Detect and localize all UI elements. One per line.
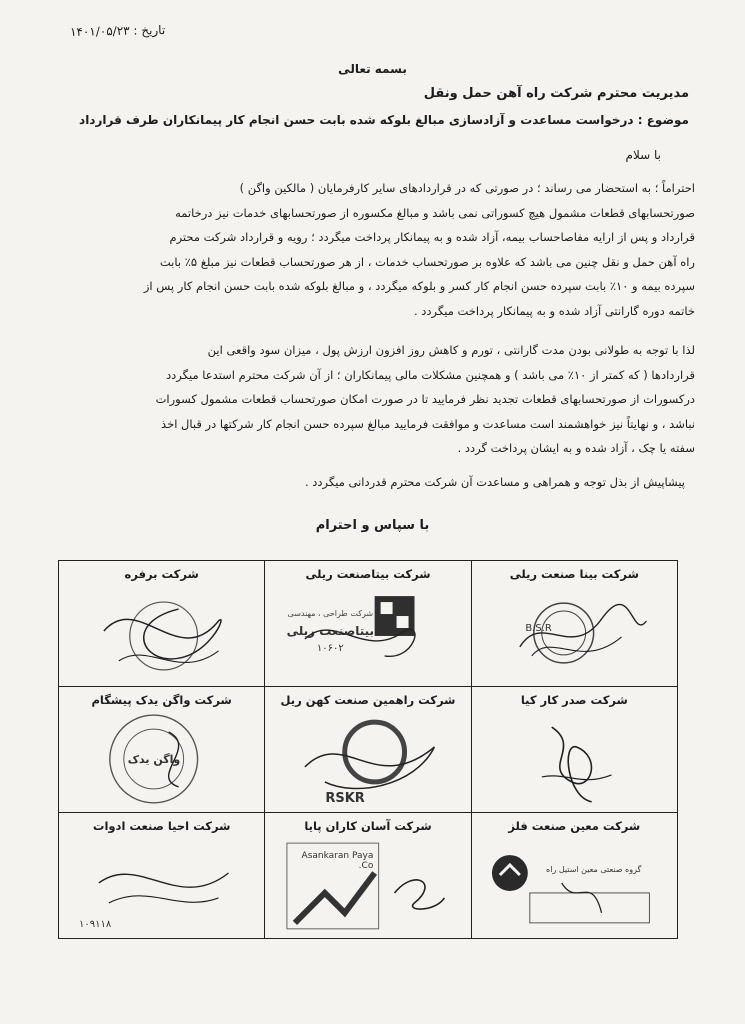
- recipient-line: مدیریت محترم شرکت راه آهن حمل ونقل: [423, 86, 689, 101]
- letter-date: تاریخ : ۱۴۰۱/۰۵/۲۳: [69, 23, 166, 39]
- company-name: شرکت احیا صنعت ادوات: [92, 819, 231, 833]
- signature-cell: [265, 813, 471, 939]
- company-name: شرکت برفره: [124, 567, 199, 581]
- signature-cell: [471, 687, 677, 813]
- stamp-number: ۱۰۹۱۱۸: [79, 919, 112, 930]
- company-name: شرکت آسان کاران پایا: [304, 819, 432, 833]
- company-name: شرکت بینا صنعت ریلی: [509, 567, 639, 581]
- stamp-label: واگن یدک: [127, 753, 181, 766]
- stamp-number: ۱۰۶۰۲: [316, 643, 344, 654]
- signature-cell: [471, 561, 677, 687]
- company-name: شرکت معین صنعت فلز: [508, 819, 641, 833]
- stamp-label: RSKR: [325, 791, 365, 806]
- company-name: شرکت واگن یدک پیشگام: [91, 693, 232, 707]
- company-name: شرکت صدر کار کیا: [520, 693, 628, 707]
- signature-cell: [265, 561, 471, 687]
- closing-line: با سپاس و احترام: [315, 518, 430, 533]
- subject-line: موضوع : درخواست مساعدت و آزادسازی مبالغ بلوکه شده بابت حسن انجام کار پیمانکاران طرف قرارداد: [79, 113, 689, 127]
- signature-cell: [471, 813, 677, 939]
- stamp-label: Asankaran Paya Co.: [301, 851, 374, 871]
- body-paragraph-2: لذا با توجه به طولانی بودن مدت گارانتی ، تورم و کاهش روز افزون ارزش پول ، میزان سود واقعی این قراردادها ( که کمتر از ۱۰٪ می باشد ) و همچنین مشکلات مالی پیمانکاران ؛ از آن شرکت محترم استدعا میگردد درکسورات از صورتحسابهای قطعات تجدید نظر فرمایید تا در صورت امکان صورتحساب قطعات مشمول کسورات نباشد ، و نهایتاً نیز خواهشمند است مساعدت و موافقت فرمایید مبالغ سپرده حسن انجام کار شرکتها در قبال اخذ سفته یا چک ، آزاد شده و به ایشان پرداخت گردد .: [155, 343, 695, 455]
- company-name: شرکت بیتاصنعت ریلی: [305, 567, 431, 581]
- company-name: شرکت راهمین صنعت کهن ریل: [280, 693, 456, 707]
- stamp-label: گروه صنعتی معین استیل راه: [546, 865, 642, 874]
- stamp-subtext: شرکت طراحی ، مهندسی: [287, 609, 374, 618]
- body-paragraph-3: پیشاپیش از بذل توجه و همراهی و مساعدت آن شرکت محترم قدردانی میگردد .: [304, 475, 685, 489]
- svg-text:B.S.R: B.S.R: [525, 622, 552, 634]
- body-paragraph-1: احتراماً ؛ به استحضار می رساند ؛ در صورتی که در قراردادهای سایر کارفرمایان ( مالکین واگن ) صورتحسابهای قطعات مشمول هیچ کسوراتی نمی باشد و مبالغ مکسوره از صورتحسابهای خدمات نیز درخاتمه قرارداد و پس از ارایه مفاصاحساب بیمه، آزاد شده و به پیمانکار پرداخت میگردد ؛ رویه و قرارداد شرکت محترم راه آهن حمل و نقل چنین می باشد که علاوه بر صورتحساب خدمات ، از هر صورتحساب قطعات نیز مبلغ ۵٪ بابت سپرده بیمه و ۱۰٪ بابت سپرده حسن انجام کار کسر و بلوکه میگردد ، و مبالغ بلوکه شده بابت حسن انجام کار پس از خاتمه دوره گارانتی آزاد شده و به پیمانکار پرداخت میگردد .: [143, 181, 695, 318]
- signature-cell: [59, 561, 265, 687]
- signature-cell: [59, 687, 265, 813]
- salutation: با سلام: [625, 148, 661, 162]
- signature-cell: [59, 813, 265, 939]
- bismillah-heading: بسمه تعالی: [338, 62, 407, 76]
- signature-table: [58, 560, 678, 939]
- signature-cell: [265, 687, 471, 813]
- stamp-label: بیتاصنعت ریلی: [286, 624, 375, 638]
